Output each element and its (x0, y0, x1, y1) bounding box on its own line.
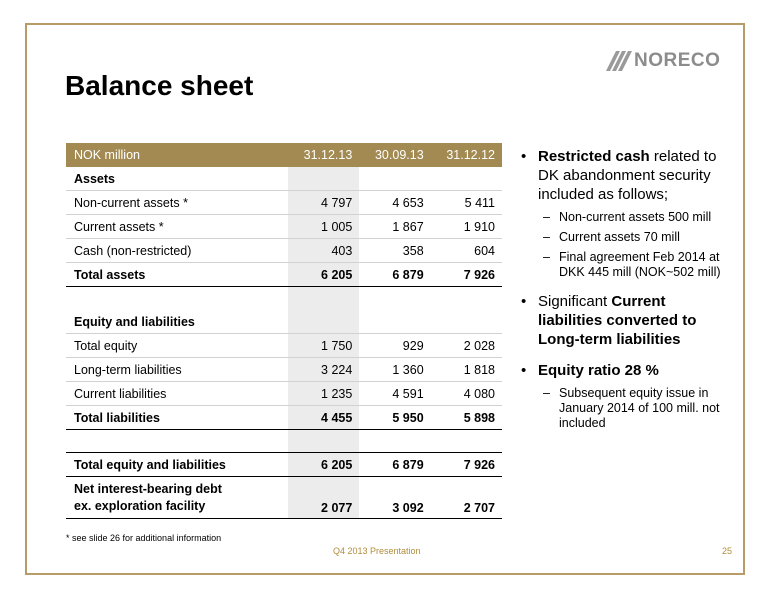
sub-bullet-item (521, 386, 731, 431)
row-label-line2: ex. exploration facility (74, 499, 206, 513)
sub-bullet-text: Non-current assets 500 mill (559, 210, 712, 224)
company-logo (606, 50, 720, 72)
total-row (66, 263, 502, 287)
row-label: Current assets * (66, 215, 288, 239)
dash-icon: – (543, 386, 550, 400)
empty-cell (359, 167, 430, 191)
notes-bullets (521, 147, 731, 436)
empty-cell (288, 310, 359, 334)
bullet-icon: • (521, 362, 527, 379)
value-cell: 4 653 (359, 191, 430, 215)
header-cell: 31.12.12 (431, 143, 502, 167)
sub-bullet-item (521, 230, 731, 245)
footnote: * see slide 26 for additional information (66, 533, 222, 543)
spacer-row (66, 287, 502, 311)
value-cell: 7 926 (431, 263, 502, 287)
row-label: Total equity (66, 334, 288, 358)
empty-cell (359, 287, 430, 311)
row-label: Total equity and liabilities (66, 453, 288, 477)
section-heading-row (66, 167, 502, 191)
value-cell: 3 092 (359, 477, 430, 519)
table-row (66, 382, 502, 406)
value-cell: 4 080 (431, 382, 502, 406)
value-cell: 358 (359, 239, 430, 263)
footer-text: Q4 2013 Presentation (333, 546, 421, 556)
total-row (66, 453, 502, 477)
value-cell: 2 077 (288, 477, 359, 519)
value-cell: 4 591 (359, 382, 430, 406)
sub-bullet-text: Final agreement Feb 2014 at DKK 445 mill (NOK~502 mill) (559, 250, 721, 279)
spacer-row (66, 430, 502, 453)
empty-cell (359, 310, 430, 334)
net-debt-row (66, 477, 502, 519)
logo-text: NORECO (634, 50, 721, 71)
bullet-bold: Current liabilities converted to Long-term liabilities (538, 293, 697, 348)
empty-cell (66, 287, 288, 311)
page-number: 25 (722, 546, 733, 556)
value-cell: 1 235 (288, 382, 359, 406)
bullet-item (521, 292, 731, 349)
value-cell: 4 797 (288, 191, 359, 215)
header-cell: NOK million (66, 143, 288, 167)
empty-cell (431, 310, 502, 334)
empty-cell (431, 287, 502, 311)
table-row (66, 358, 502, 382)
table-row (66, 191, 502, 215)
row-label: Non-current assets * (66, 191, 288, 215)
section-heading-row (66, 310, 502, 334)
header-cell: 30.09.13 (359, 143, 430, 167)
value-cell: 5 950 (359, 406, 430, 430)
table-row (66, 334, 502, 358)
value-cell: 5 898 (431, 406, 502, 430)
value-cell: 5 411 (431, 191, 502, 215)
empty-cell (359, 430, 430, 453)
row-label-line1: Net interest-bearing debt (74, 482, 222, 496)
header-cell: 31.12.13 (288, 143, 359, 167)
value-cell: 1 360 (359, 358, 430, 382)
page-title: Balance sheet (65, 70, 254, 101)
empty-cell (431, 430, 502, 453)
value-cell: 4 455 (288, 406, 359, 430)
dash-icon: – (543, 250, 550, 264)
value-cell: 604 (431, 239, 502, 263)
value-cell: 6 205 (288, 453, 359, 477)
sub-bullet-item (521, 250, 731, 280)
empty-cell (288, 167, 359, 191)
section-heading: Assets (66, 167, 288, 191)
bullet-icon: • (521, 148, 527, 165)
section-heading: Equity and liabilities (66, 310, 288, 334)
sub-bullet-text: Current assets 70 mill (559, 230, 680, 244)
bullet-bold: Equity ratio 28 % (538, 362, 659, 379)
dash-icon: – (543, 210, 550, 224)
value-cell: 2 707 (431, 477, 502, 519)
row-label: Total liabilities (66, 406, 288, 430)
value-cell: 1 005 (288, 215, 359, 239)
empty-cell (288, 287, 359, 311)
row-label: Total assets (66, 263, 288, 287)
bullet-text: related to DK abandonment security included as follows; (538, 148, 717, 203)
value-cell: 7 926 (431, 453, 502, 477)
value-cell: 1 910 (431, 215, 502, 239)
sub-bullet-item (521, 210, 731, 225)
balance-sheet-table (66, 143, 502, 519)
bullet-bold: Restricted cash (538, 148, 650, 165)
empty-cell (431, 167, 502, 191)
table-row (66, 239, 502, 263)
sub-bullet-text: Subsequent equity issue in January 2014 of 100 mill. not included (559, 386, 720, 430)
row-label: Long-term liabilities (66, 358, 288, 382)
row-label: Current liabilities (66, 382, 288, 406)
value-cell: 929 (359, 334, 430, 358)
noreco-stripes-logo-icon (606, 51, 632, 71)
value-cell: 6 205 (288, 263, 359, 287)
value-cell: 1 818 (431, 358, 502, 382)
bullet-icon: • (521, 293, 527, 310)
value-cell: 1 750 (288, 334, 359, 358)
table-header-row (66, 143, 502, 167)
total-row (66, 406, 502, 430)
empty-cell (288, 430, 359, 453)
dash-icon: – (543, 230, 550, 244)
value-cell: 6 879 (359, 453, 430, 477)
value-cell: 1 867 (359, 215, 430, 239)
value-cell: 6 879 (359, 263, 430, 287)
value-cell: 2 028 (431, 334, 502, 358)
row-label (66, 477, 288, 519)
bullet-item (521, 361, 731, 380)
row-label: Cash (non-restricted) (66, 239, 288, 263)
table-row (66, 215, 502, 239)
value-cell: 403 (288, 239, 359, 263)
bullet-text: Significant (538, 293, 612, 310)
bullet-item (521, 147, 731, 204)
value-cell: 3 224 (288, 358, 359, 382)
empty-cell (66, 430, 288, 453)
